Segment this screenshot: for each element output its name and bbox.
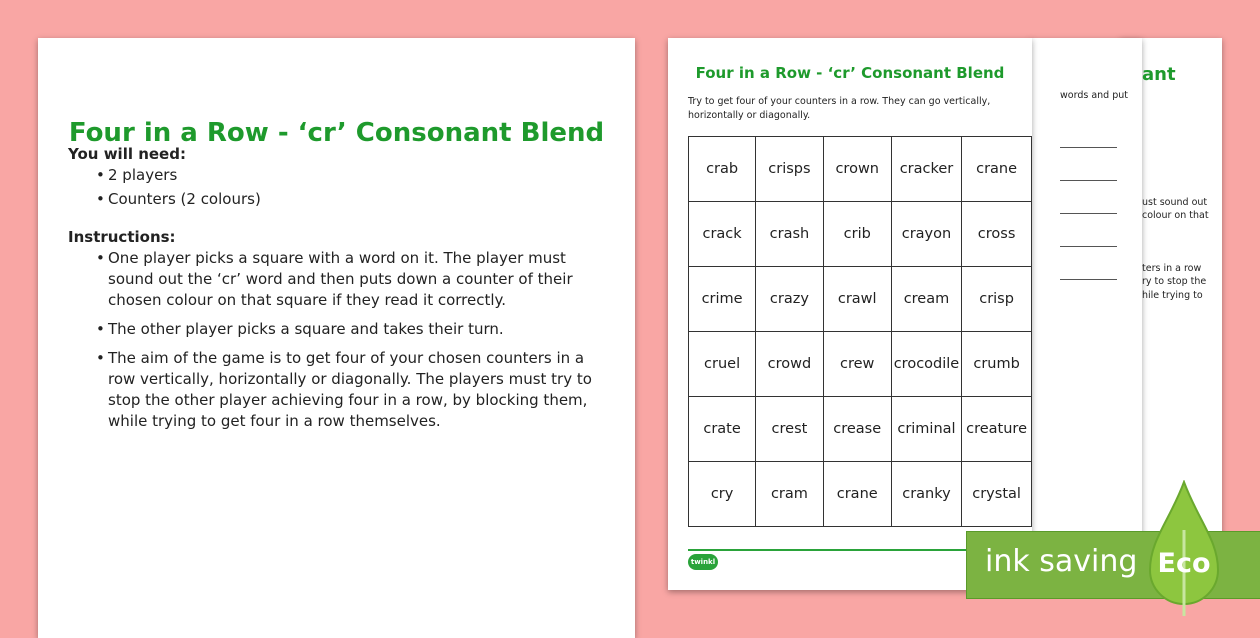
instructions-heading: Instructions: [68, 228, 176, 246]
back-text: ust sound out [1142, 197, 1208, 208]
instruction-item: • One player picks a square with a word on it. The player must sound out the ‘cr’ word and then puts down a counter of their chosen colour on that square if they read it correctly. [108, 248, 607, 311]
word-cell[interactable]: crime [689, 267, 756, 332]
twinkl-logo: twinkl [688, 554, 718, 570]
grid-row [689, 202, 1032, 267]
word-grid [688, 136, 1032, 527]
write-line [1060, 246, 1117, 247]
needs-section [68, 144, 607, 218]
instruction-item: • The other player picks a square and takes their turn. [108, 319, 607, 340]
grid-row [689, 462, 1032, 527]
instructions-section [68, 227, 607, 440]
word-cell[interactable]: crown [823, 137, 891, 202]
need-item: • Counters (2 colours) [108, 189, 607, 210]
word-cell[interactable]: crazy [756, 267, 824, 332]
word-cell[interactable]: crystal [962, 462, 1032, 527]
word-cell[interactable]: cross [962, 202, 1032, 267]
write-line [1060, 180, 1117, 181]
write-line [1060, 147, 1117, 148]
word-cell[interactable]: crisp [962, 267, 1032, 332]
grid-row [689, 267, 1032, 332]
word-cell[interactable]: crane [962, 137, 1032, 202]
word-cell[interactable]: crease [823, 397, 891, 462]
word-cell[interactable]: crumb [962, 332, 1032, 397]
grid-row [689, 332, 1032, 397]
word-cell[interactable]: crocodile [891, 332, 961, 397]
word-cell[interactable]: crisps [756, 137, 824, 202]
eco-label: Eco [1157, 548, 1211, 579]
word-cell[interactable]: cram [756, 462, 824, 527]
needs-heading: You will need: [68, 145, 186, 163]
page-title: Four in a Row - ‘cr’ Consonant Blend [68, 118, 605, 148]
back-page-1 [1030, 38, 1142, 573]
grid-row [689, 137, 1032, 202]
word-cell[interactable]: cream [891, 267, 961, 332]
back-title-fragment: ant [1142, 64, 1176, 85]
word-cell[interactable]: crane [823, 462, 891, 527]
back-text: ry to stop the [1142, 276, 1207, 287]
word-cell[interactable]: cranky [891, 462, 961, 527]
word-cell[interactable]: crib [823, 202, 891, 267]
instruction-item: • The aim of the game is to get four of your chosen counters in a row vertically, horizontally or diagonally. The players must try to stop the other player achieving four in a row, by blocking them, while trying to get four in a row themselves. [108, 348, 607, 432]
word-cell[interactable]: crowd [756, 332, 824, 397]
word-cell[interactable]: cry [689, 462, 756, 527]
word-cell[interactable]: cruel [689, 332, 756, 397]
back-text: hile trying to [1142, 290, 1203, 301]
word-cell[interactable]: crack [689, 202, 756, 267]
back-text: ters in a row [1142, 263, 1202, 274]
game-board-page [668, 38, 1032, 590]
badge-text: ink saving [985, 544, 1138, 579]
leaf-drop-icon [1148, 480, 1220, 620]
word-cell[interactable]: crate [689, 397, 756, 462]
word-cell[interactable]: crab [689, 137, 756, 202]
word-cell[interactable]: crawl [823, 267, 891, 332]
word-cell[interactable]: creature [962, 397, 1032, 462]
grid-row [689, 397, 1032, 462]
word-cell[interactable]: criminal [891, 397, 961, 462]
board-title: Four in a Row - ‘cr’ Consonant Blend [695, 64, 1005, 82]
back-text: words and put [1060, 90, 1128, 101]
word-cell[interactable]: crew [823, 332, 891, 397]
write-line [1060, 279, 1117, 280]
need-item: • 2 players [108, 165, 607, 186]
instructions-page [38, 38, 635, 638]
word-cell[interactable]: crayon [891, 202, 961, 267]
word-cell[interactable]: crest [756, 397, 824, 462]
word-cell[interactable]: cracker [891, 137, 961, 202]
write-line [1060, 213, 1117, 214]
back-text: colour on that [1142, 210, 1209, 221]
board-intro: Try to get four of your counters in a row. They can go vertically, horizontally or diagonally. [688, 96, 991, 121]
word-cell[interactable]: crash [756, 202, 824, 267]
